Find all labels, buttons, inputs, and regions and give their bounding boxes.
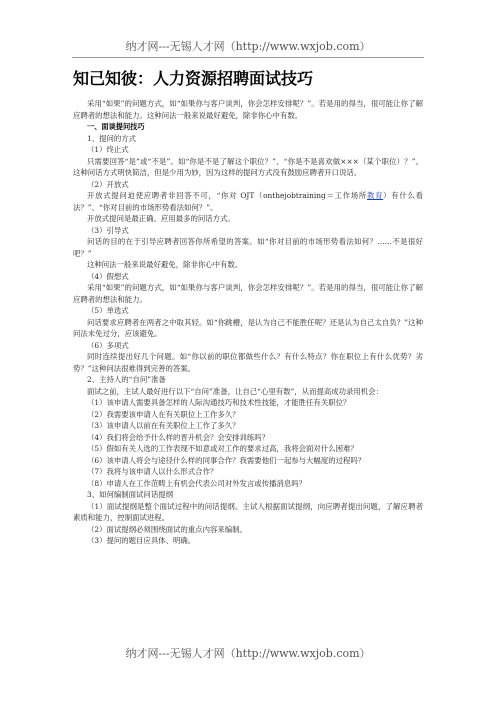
page-header: 纳才网---无锡人才网（http://www.wxjob.com） [125,40,371,53]
page-footer: 纳才网---无锡人才网（http://www.wxjob.com） [125,647,371,660]
body-paragraph: 采用“如果”的问题方式，如“如果你与客户谈判，你会怎样安排呢？”。若是用的得当，很可能让你了解应聘者的想法和能力。 [73,283,423,304]
body-paragraph: 采用“如果”的问题方式，如“如果你与客户谈判，你会怎样安排呢？”。若是用的得当，很可能让你了解应聘者的想法和能力。这种问法一般来说最好避免，除非你心中有数。 [73,99,423,120]
body-paragraph: 问话的目的在于引导应聘者回答你所希望的答案。如“你对目前的市场形势看法如何？……不是很好吧？” [73,237,423,258]
document-body [73,98,423,547]
subsection-heading: 1、提问的方式 [87,133,137,143]
list-item: （6）多项式 [87,340,129,350]
body-paragraph: 开放式提问是最正确、应用最多的问话方式。 [87,214,235,223]
paragraph-text: 开放式提问迫使应聘者非回答不可，“你对 OJT（onthejobtraining＝工作场所 [87,191,367,200]
subsection-heading: 3、如何编制面试问话提纲 [87,490,174,499]
list-item: （3）提问的题目应具体、明确。 [87,536,196,545]
list-item: （2）开放式 [87,179,129,189]
body-paragraph: （1）面试提纲是整个面试过程中的问话提纲。主试人根据面试提纲，向应聘者提出问题，了解应聘者素质和能力，控制面试进程。 [73,501,423,522]
paragraph-text: ）有什么看法？”、“你对目前的市场形势看法如何？”。 [73,191,423,212]
list-item: （1）该申请人需要具备怎样的人际沟通技巧和技术性技能，才能胜任有关职位？ [87,398,351,407]
body-paragraph [73,190,423,213]
section-heading: 一、面谈提问技巧 [87,122,145,131]
body-paragraph: 面试之前，主试人最好进行以下“自问”准备，让自己“心里有数”，从而提高成功录用机会： [87,386,383,396]
body-paragraph: 只需要回答“是”或“不是”。如“你是不是了解这个职位？”、“你是不是喜欢做×××（某个职位）？”。这种问话方式明快简洁，但是少用为妙，因为这样的提问方式没有鼓励应聘者开口说话。 [73,156,423,177]
list-item: （4）假想式 [87,271,129,281]
header-divider [72,57,424,58]
list-item: （3）引导式 [87,225,129,235]
list-item: （4）我们将会给予什么样的晋升机会？会安排训练吗？ [87,432,270,442]
list-item: （1）终止式 [87,145,129,154]
list-item: （5）单选式 [87,306,129,315]
list-item: （8）申请人在工作范畴上有机会代表公司对外发言或传播消息吗？ [87,478,307,488]
education-link[interactable]: 教育 [366,191,384,200]
list-item: （5）假如有关人选的工作表现不如意或对工作的要求过高，我将会面对什么困难？ [87,444,358,453]
list-item: （6）该申请人将会与途径什么样的同事合作？我需要他们一起参与大幅度的过程吗？ [87,455,366,465]
document-title: 知己知彼：人力资源招聘面试技巧 [73,69,314,88]
list-item: （7）我将与该申请人以什么形式合作？ [87,467,218,476]
subsection-heading: 2、主持人的“自问”准备 [87,375,166,384]
body-paragraph: 这种问法一般来说最好避免，除非你心中有数。 [87,260,243,269]
list-item: （2）面试提纲必须围绕面试的重点内容来编制。 [87,524,247,534]
body-paragraph: 同时连续提出好几个问题。如“你以前的职位都做些什么？有什么特点？你在职位上有什么优势？劣势？”这种问法很难得到完善的答案。 [73,352,423,373]
list-item: （2）我需要该申请人在有关职位上工作多久？ [87,409,240,419]
body-paragraph: 问话要求应聘者在两者之中取其轻。如“你跳槽，是认为自己不能胜任呢？还是认为自己太自负？”这种问法未免过分，应该避免。 [73,317,423,338]
list-item: （3）该申请人以前在有关职位上工作了多久？ [87,421,240,430]
